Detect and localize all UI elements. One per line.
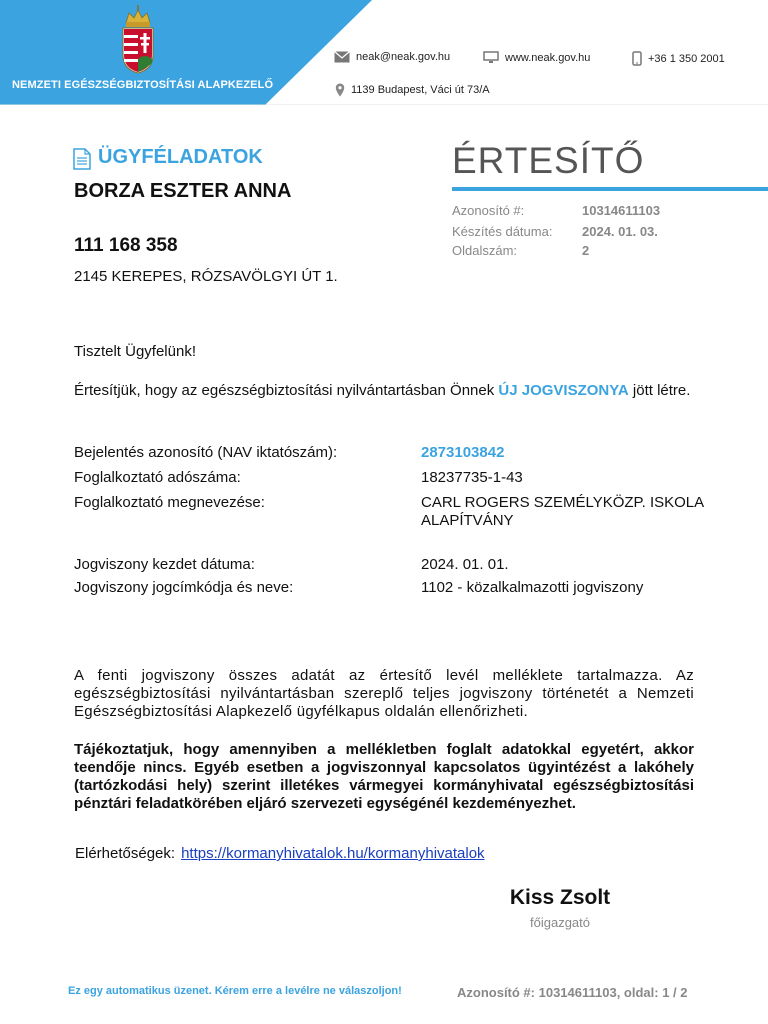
website-contact[interactable] xyxy=(483,51,590,64)
phone-text: +36 1 350 2001 xyxy=(648,52,725,65)
address-contact xyxy=(335,83,490,97)
auto-message-footer: Ez egy automatikus üzenet. Kérem erre a levélre ne válaszoljon! xyxy=(68,985,402,997)
field-label-nav-id: Bejelentés azonosító (NAV iktatószám): xyxy=(74,444,338,461)
field-label-start-date: Jogviszony kezdet dátuma: xyxy=(74,556,255,573)
page-info-footer: Azonosító #: 10314611103, oldal: 1 / 2 xyxy=(457,985,688,1000)
meta-label-date: Készítés dátuma: xyxy=(452,224,553,239)
email-contact[interactable] xyxy=(334,51,450,63)
signer-title: főigazgató xyxy=(530,915,590,930)
field-label-tax-number: Foglalkoztató adószáma: xyxy=(74,469,241,486)
phone-contact[interactable] xyxy=(632,51,725,66)
contacts-line xyxy=(75,845,485,862)
email-text: neak@neak.gov.hu xyxy=(356,51,451,63)
info-paragraph: A fenti jogviszony összes adatát az értesítő levél melléklete tartalmazza. Az egészségbiztosítási nyilvántartásban szereplő teljes jogviszony történetét a Nemzeti Egészségbiztosítási Alapkezelő ügyfélkapus oldalán ellenőrizheti. xyxy=(74,667,694,720)
field-label-employer: Foglalkoztató megnevezése: xyxy=(74,494,265,511)
title-underline xyxy=(452,187,768,191)
customer-name: BORZA ESZTER ANNA xyxy=(74,180,292,202)
organization-name: NEMZETI EGÉSZSÉGBIZTOSÍTÁSI ALAPKEZELŐ xyxy=(12,79,274,91)
intro-paragraph xyxy=(74,382,710,400)
customer-address: 2145 KEREPES, RÓZSAVÖLGYI ÚT 1. xyxy=(74,268,338,285)
meta-value-date: 2024. 01. 03. xyxy=(582,224,658,239)
field-value-legal-code: 1102 - közalkalmazotti jogviszony xyxy=(421,579,644,596)
envelope-icon xyxy=(334,51,350,63)
notice-title: ÉRTESÍTŐ xyxy=(452,140,645,181)
customer-taj-number: 111 168 358 xyxy=(74,235,178,256)
intro-text: Értesítjük, hogy az egészségbiztosítási nyilvántartásban Önnek xyxy=(74,382,495,399)
meta-label-page: Oldalszám: xyxy=(452,243,518,258)
document-icon xyxy=(73,148,91,170)
signer-name: Kiss Zsolt xyxy=(509,886,611,909)
contacts-label: Elérhetőségek: xyxy=(75,845,176,862)
intro-highlight: ÚJ JOGVISZONYA xyxy=(498,382,629,399)
address-text: 1139 Budapest, Váci út 73/A xyxy=(351,84,490,96)
website-text: www.neak.gov.hu xyxy=(505,51,591,64)
field-value-start-date: 2024. 01. 01. xyxy=(421,556,509,573)
greeting: Tisztelt Ügyfelünk! xyxy=(74,343,196,360)
field-value-nav-id: 2873103842 xyxy=(421,444,505,461)
field-label-legal-code: Jogviszony jogcímkódja és neve: xyxy=(74,579,294,596)
field-value-tax-number: 18237735-1-43 xyxy=(421,469,523,486)
location-pin-icon xyxy=(335,83,345,97)
meta-value-page: 2 xyxy=(582,243,590,258)
customer-section-title: ÜGYFÉLADATOK xyxy=(98,146,263,168)
meta-label-id: Azonosító #: xyxy=(452,203,525,218)
meta-value-id: 10314611103 xyxy=(582,203,661,218)
phone-icon xyxy=(632,51,642,66)
kormanyhivatal-link[interactable]: https://kormanyhivatalok.hu/kormanyhivatalok xyxy=(181,845,485,862)
instruction-paragraph: Tájékoztatjuk, hogy amennyiben a mellékletben foglalt adatokkal egyetért, akkor teendője nincs. Egyéb esetben a jogviszonnyal kapcsolatos ügyintézést a lakóhely (tartózkodási hely) szerint illetékes vármegyei kormányhivatal egészségbiztosítási pénztári feladatkörében eljáró szervezeti egységénél kezdeményezhet. xyxy=(74,741,694,812)
coat-of-arms-logo xyxy=(118,5,158,75)
intro-text-end: jött létre. xyxy=(632,382,691,399)
field-value-employer: CARL ROGERS SZEMÉLYKÖZP. ISKOLA ALAPÍTVÁNY xyxy=(421,494,704,529)
monitor-icon xyxy=(483,51,499,64)
